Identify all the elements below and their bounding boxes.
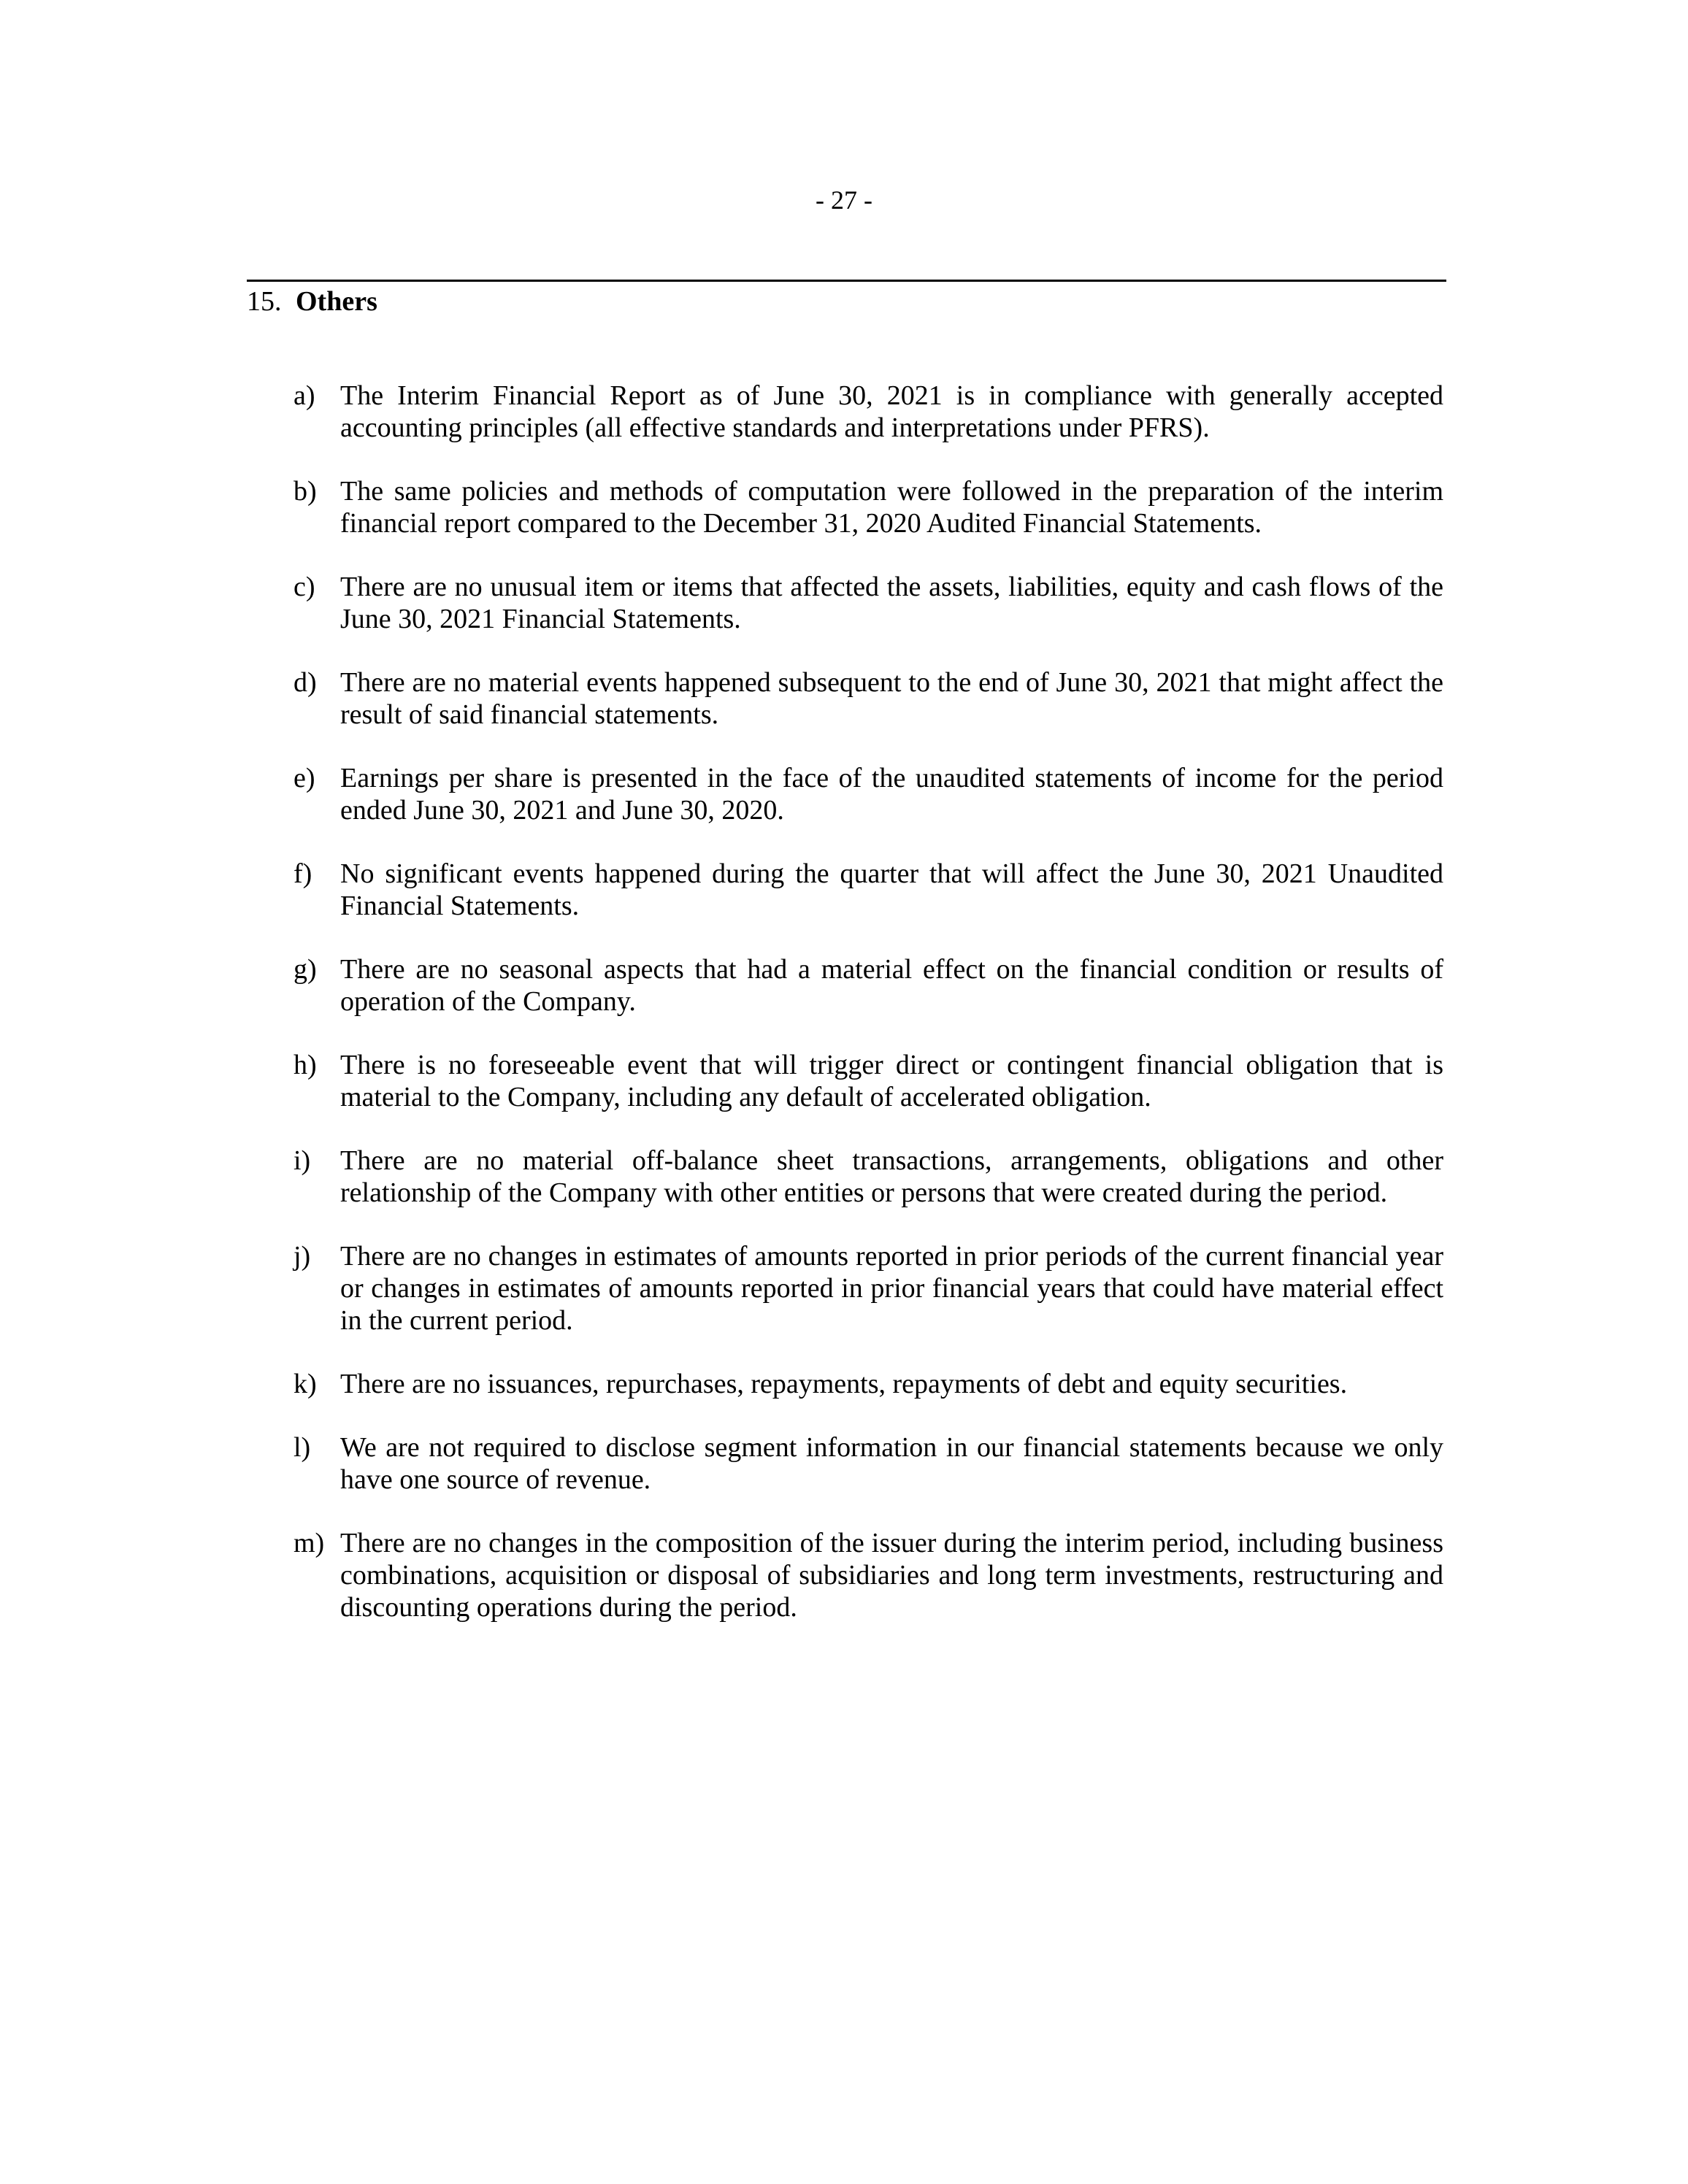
disclosure-list xyxy=(294,380,1443,1655)
list-item xyxy=(294,571,1443,635)
list-item-text: There are no unusual item or items that affected the assets, liabilities, equity and cash flows of the June 30, 2021 Financial Statements. xyxy=(340,572,1443,634)
list-item-letter: c) xyxy=(294,572,315,602)
list-item xyxy=(294,1368,1443,1400)
list-item xyxy=(294,858,1443,922)
list-item xyxy=(294,762,1443,826)
list-item-letter: g) xyxy=(294,954,317,985)
list-item-letter: i) xyxy=(294,1145,311,1176)
list-item-letter: d) xyxy=(294,667,317,698)
list-item-letter: f) xyxy=(294,858,312,889)
list-item xyxy=(294,380,1443,444)
list-item-text: There are no material off-balance sheet transactions, arrangements, obligations and other relationship of the Company with other entities or persons that were created during the period. xyxy=(340,1145,1443,1208)
list-item xyxy=(294,1431,1443,1496)
list-item-letter: j) xyxy=(294,1241,311,1272)
list-item-letter: l) xyxy=(294,1432,311,1463)
header-rule xyxy=(247,280,1446,282)
list-item-text: There are no changes in the composition of the issuer during the interim period, including business combinations, acquisition or disposal of subsidiaries and long term investments, restructuring and discounting operations during the period. xyxy=(340,1528,1443,1623)
section-number: 15. xyxy=(247,286,282,317)
list-item-letter: k) xyxy=(294,1369,317,1399)
list-item xyxy=(294,1049,1443,1113)
list-item-text: There are no changes in estimates of amounts reported in prior periods of the current financial year or changes in estimates of amounts reported in prior financial years that could have material effect in the current period. xyxy=(340,1241,1443,1336)
section-title: Others xyxy=(296,286,377,317)
list-item-text: There is no foreseeable event that will trigger direct or contingent financial obligation that is material to the Company, including any default of accelerated obligation. xyxy=(340,1050,1443,1112)
list-item xyxy=(294,475,1443,539)
list-item xyxy=(294,666,1443,731)
list-item-text: We are not required to disclose segment information in our financial statements because we only have one source of revenue. xyxy=(340,1432,1443,1495)
list-item-letter: a) xyxy=(294,380,315,411)
list-item-letter: h) xyxy=(294,1050,317,1080)
list-item-text: There are no material events happened subsequent to the end of June 30, 2021 that might affect the result of said financial statements. xyxy=(340,667,1443,730)
list-item-letter: m) xyxy=(294,1528,325,1558)
list-item xyxy=(294,1527,1443,1623)
page-number: - 27 - xyxy=(816,185,872,215)
list-item-text: The same policies and methods of computation were followed in the preparation of the interim financial report compared to the December 31, 2020 Audited Financial Statements. xyxy=(340,476,1443,539)
list-item-letter: e) xyxy=(294,763,315,793)
list-item xyxy=(294,1145,1443,1209)
list-item-text: There are no seasonal aspects that had a material effect on the financial condition or results of operation of the Company. xyxy=(340,954,1443,1017)
list-item-letter: b) xyxy=(294,476,317,507)
list-item xyxy=(294,1240,1443,1337)
list-item-text: There are no issuances, repurchases, repayments, repayments of debt and equity securities. xyxy=(340,1369,1348,1399)
list-item-text: The Interim Financial Report as of June 30, 2021 is in compliance with generally accepted accounting principles (all effective standards and interpretations under PFRS). xyxy=(340,380,1443,443)
list-item-text: Earnings per share is presented in the face of the unaudited statements of income for the period ended June 30, 2021 and June 30, 2020. xyxy=(340,763,1443,826)
list-item xyxy=(294,953,1443,1018)
list-item-text: No significant events happened during the quarter that will affect the June 30, 2021 Unaudited Financial Statements. xyxy=(340,858,1443,921)
section-heading xyxy=(247,285,377,318)
